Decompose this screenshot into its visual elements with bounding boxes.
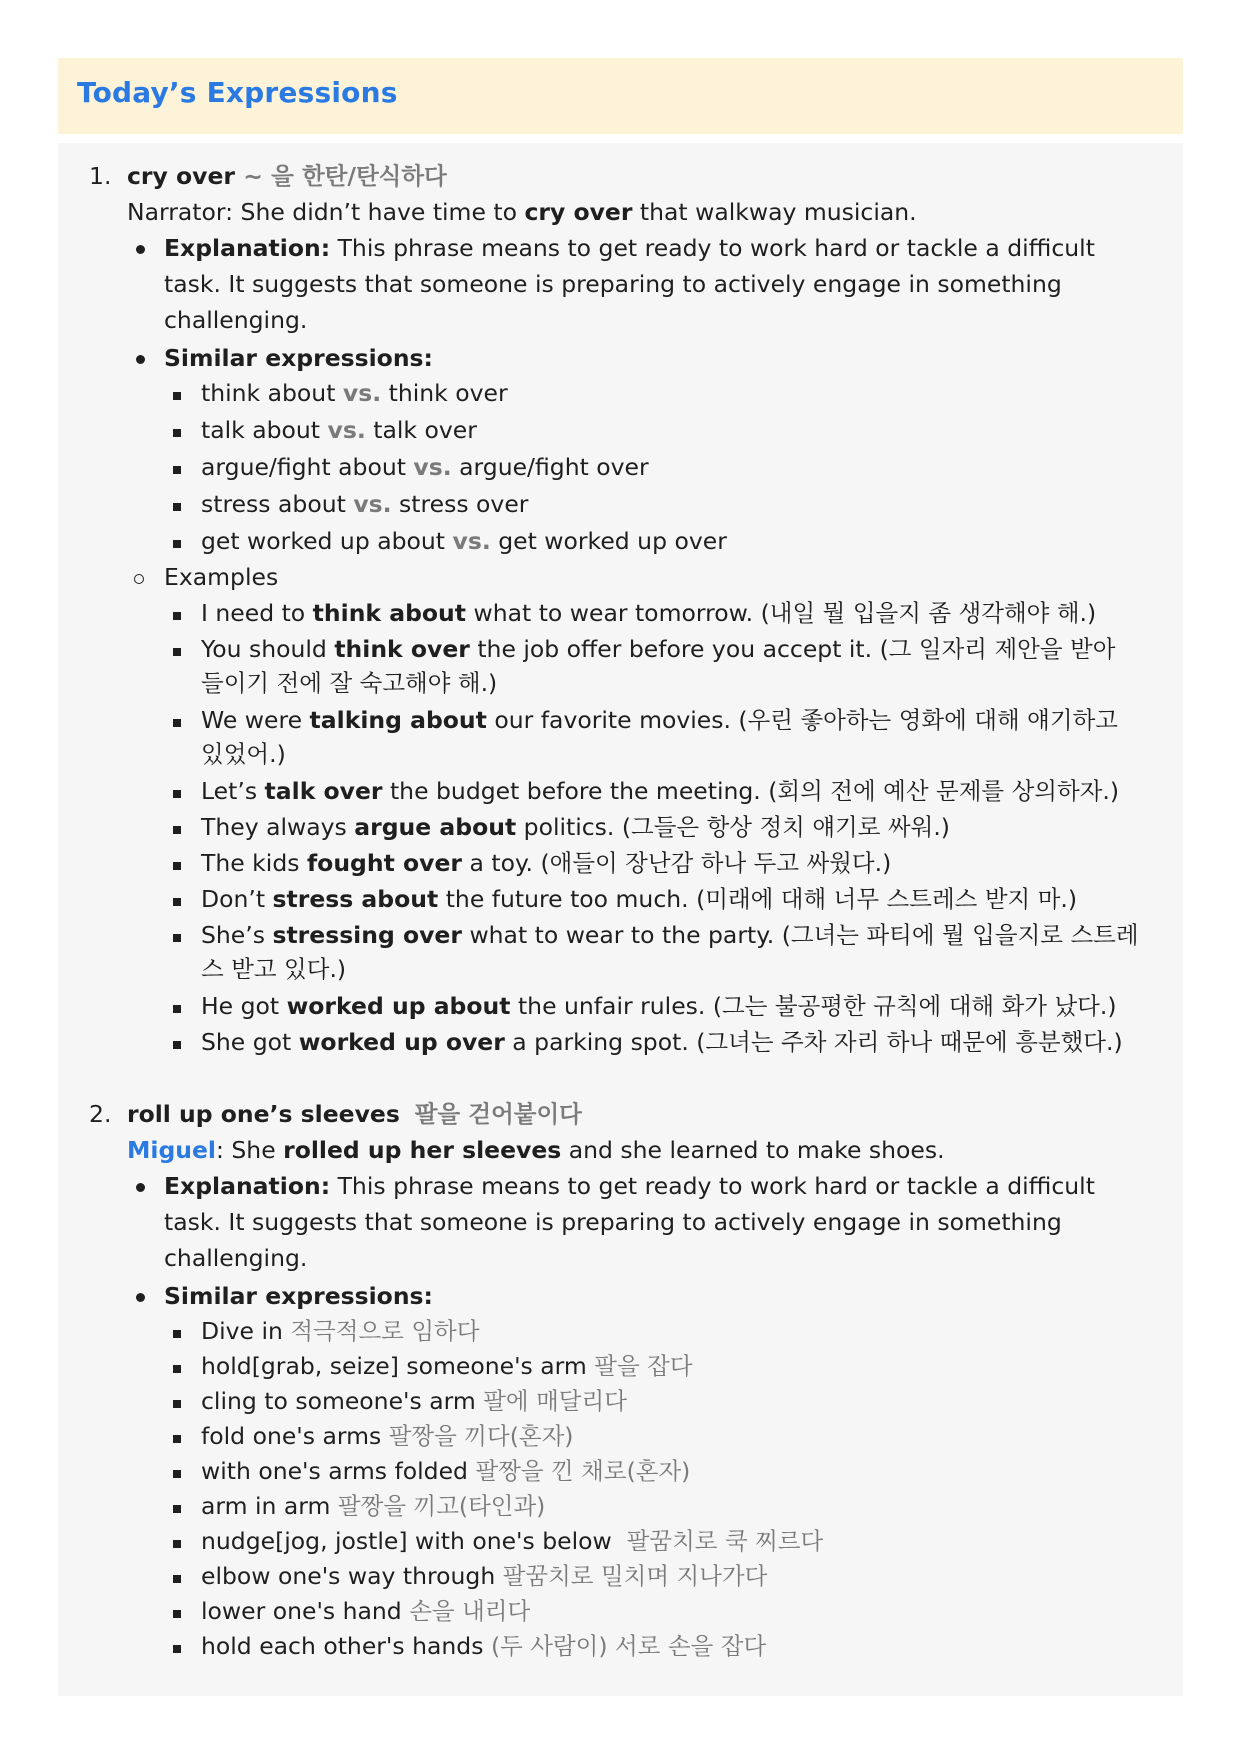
korean-meaning: 팔을 걷어붙이다 <box>414 1100 582 1128</box>
example-item <box>201 845 891 881</box>
similar-item <box>201 375 508 411</box>
korean-meaning: 을 한탄/탄식하다 <box>271 162 447 190</box>
example-pre: She’s <box>201 921 273 949</box>
similar-item <box>201 1488 545 1524</box>
bullet-square <box>173 934 181 942</box>
similar-ko: 팔을 잡다 <box>594 1352 693 1380</box>
vs: vs. <box>452 527 491 555</box>
similar-item <box>201 1593 530 1629</box>
speaker-colon: : <box>216 1136 224 1164</box>
header-banner <box>58 58 1183 134</box>
bullet-square <box>173 1041 181 1049</box>
explanation-line-1 <box>164 230 1095 266</box>
example-item <box>201 595 1096 631</box>
similar-b: get worked up over <box>498 527 727 555</box>
speaker-text-bold: rolled up her sleeves <box>283 1136 562 1164</box>
speaker-name: Miguel <box>127 1136 216 1164</box>
narrator-text-pre: She didn’t have time to <box>233 198 525 226</box>
bullet-square <box>173 1575 181 1583</box>
example-bold: fought over <box>306 849 463 877</box>
example-post: the job offer before you accept it. (그 일자리 제안을 받아 <box>469 635 1116 663</box>
narrator-line <box>127 194 917 230</box>
bullet-square <box>173 1505 181 1513</box>
similar-a: argue/fight about <box>201 453 406 481</box>
example-post: the unfair rules. (그는 불공평한 규칙에 대해 화가 났다.) <box>510 992 1117 1020</box>
similar-item <box>201 486 528 522</box>
example-post: the future too much. (미래에 대해 너무 스트레스 받지 마.) <box>438 885 1078 913</box>
example-bold: think over <box>334 635 470 663</box>
similar-item <box>201 1558 767 1594</box>
similar-en: nudge[jog, jostle] with one's below <box>201 1527 627 1555</box>
similar-item <box>201 523 727 559</box>
bullet-square <box>173 790 181 798</box>
example-item <box>201 809 950 845</box>
bullet-disc <box>136 1183 145 1192</box>
tilde: ~ <box>235 162 272 190</box>
similar-item <box>201 1383 627 1419</box>
similar-a: stress about <box>201 490 346 518</box>
similar-ko: 팔짱을 끼고(타인과) <box>337 1492 546 1520</box>
example-item-cont: 있었어.) <box>201 740 286 768</box>
vs: vs. <box>413 453 452 481</box>
similar-en: with one's arms folded <box>201 1457 476 1485</box>
narrator-text-bold: cry over <box>524 198 633 226</box>
similar-en: cling to someone's arm <box>201 1387 484 1415</box>
example-post: what to wear tomorrow. (내일 뭘 입을지 좀 생각해야 해.) <box>466 599 1097 627</box>
example-item <box>201 988 1117 1024</box>
similar-en: fold one's arms <box>201 1422 389 1450</box>
vs: vs. <box>342 379 382 407</box>
bullet-square <box>173 612 181 620</box>
bullet-square <box>173 1365 181 1373</box>
example-post: what to wear to the party. (그녀는 파티에 뭘 입을지로 스트레 <box>461 921 1139 949</box>
explanation-line-2: task. It suggests that someone is preparing to actively engage in something <box>164 270 1062 298</box>
vs: vs. <box>327 416 366 444</box>
bullet-disc <box>136 1293 145 1302</box>
explanation-label: Explanation: <box>164 1172 331 1200</box>
example-item <box>201 631 1115 667</box>
bullet-square <box>173 898 181 906</box>
example-item <box>201 702 1118 738</box>
explanation-text: This phrase means to get ready to work hard or tackle a difficult <box>330 234 1095 262</box>
similar-b: argue/fight over <box>459 453 649 481</box>
similar-label <box>164 1278 433 1314</box>
similar-en: hold[grab, seize] someone's arm <box>201 1352 595 1380</box>
similar-en: arm in arm <box>201 1492 338 1520</box>
similar-ko: 팔짱을 끼다(혼자) <box>388 1422 574 1450</box>
bullet-square <box>173 429 181 437</box>
similar-item <box>201 1313 479 1349</box>
example-pre: I need to <box>201 599 313 627</box>
example-item <box>201 1024 1123 1060</box>
bullet-square <box>173 648 181 656</box>
similar-a: talk about <box>201 416 321 444</box>
vs: vs. <box>353 490 392 518</box>
similar-item <box>201 1348 693 1384</box>
phrase-roll-up-sleeves: roll up one’s sleeves <box>127 1100 400 1128</box>
bullet-square <box>173 1005 181 1013</box>
bullet-square <box>173 826 181 834</box>
similar-item <box>201 1628 766 1664</box>
bullet-square <box>173 1400 181 1408</box>
similar-b: think over <box>388 379 508 407</box>
section-2-number: 2. <box>89 1100 112 1128</box>
bullet-square <box>173 1330 181 1338</box>
similar-en: Dive in <box>201 1317 291 1345</box>
similar-ko: 팔꿈치로 쿡 찌르다 <box>626 1527 824 1555</box>
similar-a: get worked up about <box>201 527 446 555</box>
similar-ko: 팔짱을 낀 채로(혼자) <box>475 1457 691 1485</box>
similar-ko: 팔에 매달리다 <box>483 1387 627 1415</box>
phrase-cry-over: cry over <box>127 162 236 190</box>
bullet-square <box>173 466 181 474</box>
example-pre: He got <box>201 992 287 1020</box>
explanation-text: This phrase means to get ready to work hard or tackle a difficult <box>330 1172 1095 1200</box>
bullet-square <box>173 862 181 870</box>
similar-en: elbow one's way through <box>201 1562 503 1590</box>
similar-a: think about <box>201 379 336 407</box>
example-item <box>201 881 1077 917</box>
example-bold: worked up over <box>298 1028 505 1056</box>
similar-label-text: Similar expressions: <box>164 1282 433 1310</box>
examples-label: Examples <box>164 563 279 591</box>
example-bold: stress about <box>272 885 439 913</box>
example-bold: talk over <box>264 777 383 805</box>
example-bold: stressing over <box>272 921 462 949</box>
example-bold: argue about <box>354 813 517 841</box>
explanation-line-1 <box>164 1168 1095 1204</box>
bullet-square <box>173 719 181 727</box>
example-post: our favorite movies. (우린 좋아하는 영화에 대해 얘기하고 <box>486 706 1118 734</box>
bullet-square <box>173 392 181 400</box>
example-pre: Let’s <box>201 777 265 805</box>
example-item <box>201 773 1119 809</box>
example-bold: think about <box>312 599 467 627</box>
similar-item <box>201 449 649 485</box>
example-post: a parking spot. (그녀는 주차 자리 하나 때문에 흥분했다.) <box>504 1028 1123 1056</box>
example-post: a toy. (애들이 장난감 하나 두고 싸웠다.) <box>462 849 892 877</box>
bullet-square <box>173 1540 181 1548</box>
similar-ko: (두 사람이) 서로 손을 잡다 <box>490 1632 767 1660</box>
example-item-cont: 스 받고 있다.) <box>201 955 347 983</box>
bullet-square <box>173 1610 181 1618</box>
section-1-number: 1. <box>89 162 112 190</box>
similar-item <box>201 1523 823 1559</box>
similar-ko: 적극적으로 임하다 <box>290 1317 480 1345</box>
similar-item <box>201 1418 573 1454</box>
example-bold: worked up about <box>286 992 511 1020</box>
bullet-square <box>173 1645 181 1653</box>
example-pre: She got <box>201 1028 299 1056</box>
similar-en: lower one's hand <box>201 1597 410 1625</box>
narrator-label: Narrator: <box>127 198 234 226</box>
example-pre: You should <box>201 635 335 663</box>
example-bold: talking about <box>309 706 487 734</box>
example-pre: Don’t <box>201 885 273 913</box>
bullet-square <box>173 1435 181 1443</box>
example-post: politics. (그들은 항상 정치 얘기로 싸워.) <box>516 813 950 841</box>
similar-label <box>164 340 433 376</box>
speaker-line <box>127 1132 945 1168</box>
example-pre: The kids <box>201 849 307 877</box>
similar-ko: 팔꿈치로 밀치며 지나가다 <box>502 1562 768 1590</box>
similar-ko: 손을 내리다 <box>409 1597 531 1625</box>
speaker-text-post: and she learned to make shoes. <box>561 1136 945 1164</box>
bullet-square <box>173 503 181 511</box>
bullet-disc <box>136 355 145 364</box>
bullet-circle <box>134 574 144 584</box>
page-title: Today’s Expressions <box>77 76 398 109</box>
bullet-square <box>173 1470 181 1478</box>
example-pre: They always <box>201 813 355 841</box>
explanation-line-3: challenging. <box>164 1244 308 1272</box>
similar-b: talk over <box>373 416 477 444</box>
similar-item <box>201 1453 690 1489</box>
similar-en: hold each other's hands <box>201 1632 491 1660</box>
speaker-text-pre: She <box>223 1136 284 1164</box>
section-1-heading <box>127 158 447 194</box>
example-pre: We were <box>201 706 310 734</box>
explanation-line-3: challenging. <box>164 306 308 334</box>
bullet-square <box>173 540 181 548</box>
example-item-cont: 들이기 전에 잘 숙고해야 해.) <box>201 669 498 697</box>
similar-label-text: Similar expressions: <box>164 344 433 372</box>
similar-item <box>201 412 477 448</box>
explanation-label: Explanation: <box>164 234 331 262</box>
example-item <box>201 917 1139 953</box>
narrator-text-post: that walkway musician. <box>632 198 917 226</box>
section-2-heading <box>127 1096 582 1132</box>
explanation-line-2: task. It suggests that someone is preparing to actively engage in something <box>164 1208 1062 1236</box>
similar-b: stress over <box>399 490 529 518</box>
bullet-disc <box>136 245 145 254</box>
example-post: the budget before the meeting. (회의 전에 예산 문제를 상의하자.) <box>382 777 1120 805</box>
